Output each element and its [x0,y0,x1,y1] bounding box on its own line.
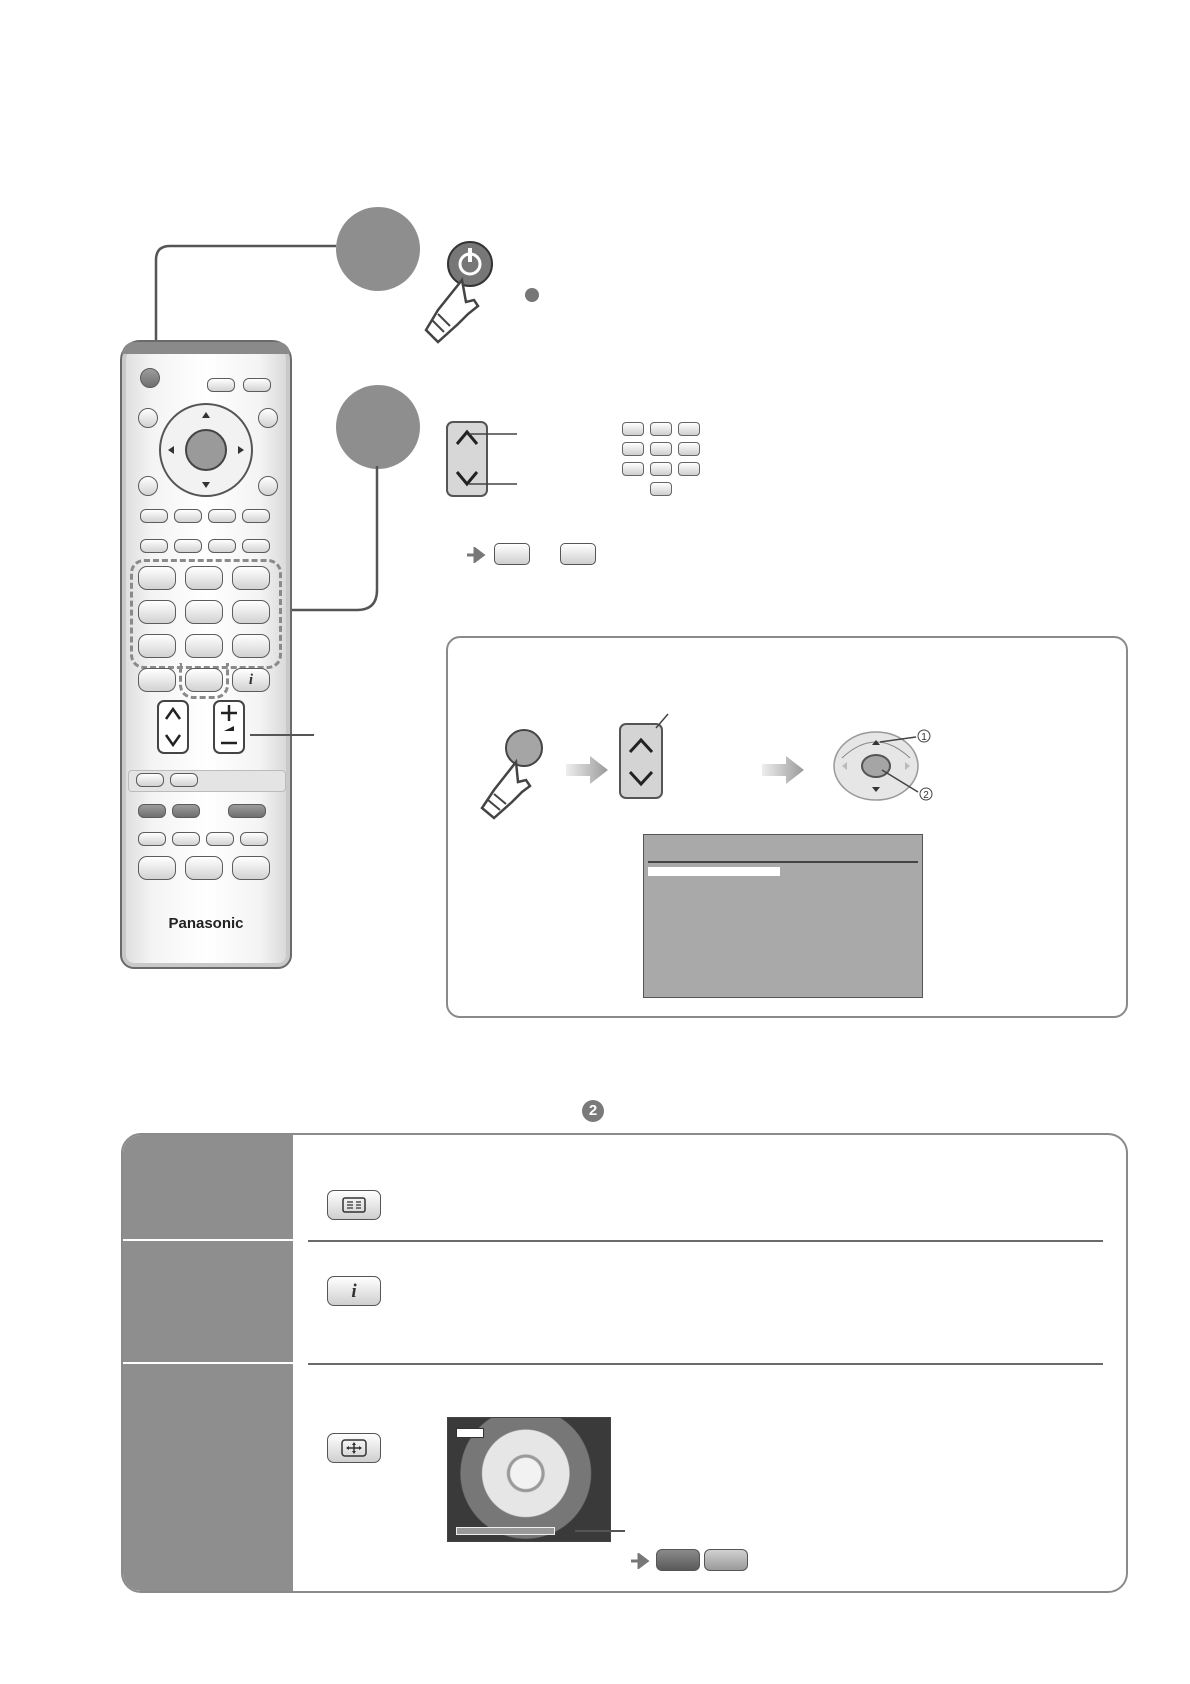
remote-num-1 [138,566,176,590]
remote-key-r1-2 [174,509,202,523]
remote-key-left-bottom [138,668,176,692]
volume-icon [212,699,246,755]
menu-highlighted-row [648,867,780,876]
step-1-circle [336,207,420,291]
remote-corner-tl [138,408,158,428]
remote-key-r6-3 [232,856,270,880]
remote-num-3 [232,566,270,590]
remote-key-dark-2 [172,804,200,818]
row-divider-1 [308,1240,1103,1242]
numeric-keypad-illustration [622,422,702,502]
menu-title-divider [648,861,918,863]
remote-num-7 [138,634,176,658]
remote-key-r6-1 [138,856,176,880]
digit-button-a [494,543,530,565]
info-icon: i [248,672,254,688]
channel-updown-illustration [445,420,535,500]
remote-num-6 [232,600,270,624]
process-arrow-2 [762,755,806,785]
remote-power-button [140,368,160,388]
row-divider-2 [308,1363,1103,1365]
remote-key-teletext [242,539,270,553]
pressing-hand-icon [426,280,478,342]
dark-color-button [656,1549,700,1571]
section-marker-2: 2 [582,1100,604,1122]
remote-corner-br [258,476,278,496]
remote-key-r1-4 [242,509,270,523]
remote-brand-logo: Panasonic [168,915,244,932]
panel-dpad [832,728,952,804]
info-button [327,1276,381,1306]
photo-callout-line [575,1530,625,1532]
callout-number-1: 1 [921,732,927,743]
remote-num-4 [138,600,176,624]
function-table [121,1133,1128,1593]
remote-key-r6-2 [185,856,223,880]
pressing-hand-icon [472,728,562,820]
remote-key-dark-3 [228,804,266,818]
table-side-column [123,1135,293,1591]
bullet-dot [525,288,539,302]
remote-key-r2-1 [140,539,168,553]
remote-control [120,340,292,969]
remote-channel-rocker [156,699,190,755]
remote-num-8 [185,634,223,658]
power-icon [448,242,492,286]
remote-key-r2-2 [174,539,202,553]
photo-progress-bar [456,1527,555,1535]
aspect-button [327,1433,381,1463]
remote-key-r5-3 [206,832,234,846]
aspect-icon [341,1439,367,1457]
info-icon: i [351,1281,357,1302]
remote-key-top-1 [207,378,235,392]
remote-key-r5-4 [240,832,268,846]
remote-key-dark-1 [138,804,166,818]
flower-photo-illustration [447,1417,611,1542]
remote-key-top-2 [243,378,271,392]
remote-key-r5-2 [172,832,200,846]
remote-key-r2-3 [208,539,236,553]
light-color-button [704,1549,748,1571]
volume-callout-line [250,734,314,736]
remote-key-r5-1 [138,832,166,846]
remote-key-aspect [136,773,164,787]
process-arrow-1 [566,755,610,785]
remote-num-5 [185,600,223,624]
teletext-button [327,1190,381,1220]
arrow-right-icon [630,1553,652,1569]
arrow-right-icon [466,547,488,563]
remote-corner-tr [258,408,278,428]
remote-num-2 [185,566,223,590]
remote-key-r1-1 [140,509,168,523]
remote-corner-bl [138,476,158,496]
menu-screen-illustration [643,834,923,998]
remote-key-lower-2 [170,773,198,787]
remote-num-9 [232,634,270,658]
step-2-circle [336,385,420,469]
remote-key-r1-3 [208,509,236,523]
connector-step-2 [280,460,390,620]
power-press-illustration [418,240,508,350]
photo-label-tag [456,1428,484,1438]
digit-button-b [560,543,596,565]
callout-number-2: 2 [923,790,929,801]
panel-channel-rocker [618,712,678,802]
remote-info-button [232,668,270,692]
remote-dpad [156,400,256,500]
remote-num-0 [185,668,223,692]
teletext-icon [342,1197,366,1213]
